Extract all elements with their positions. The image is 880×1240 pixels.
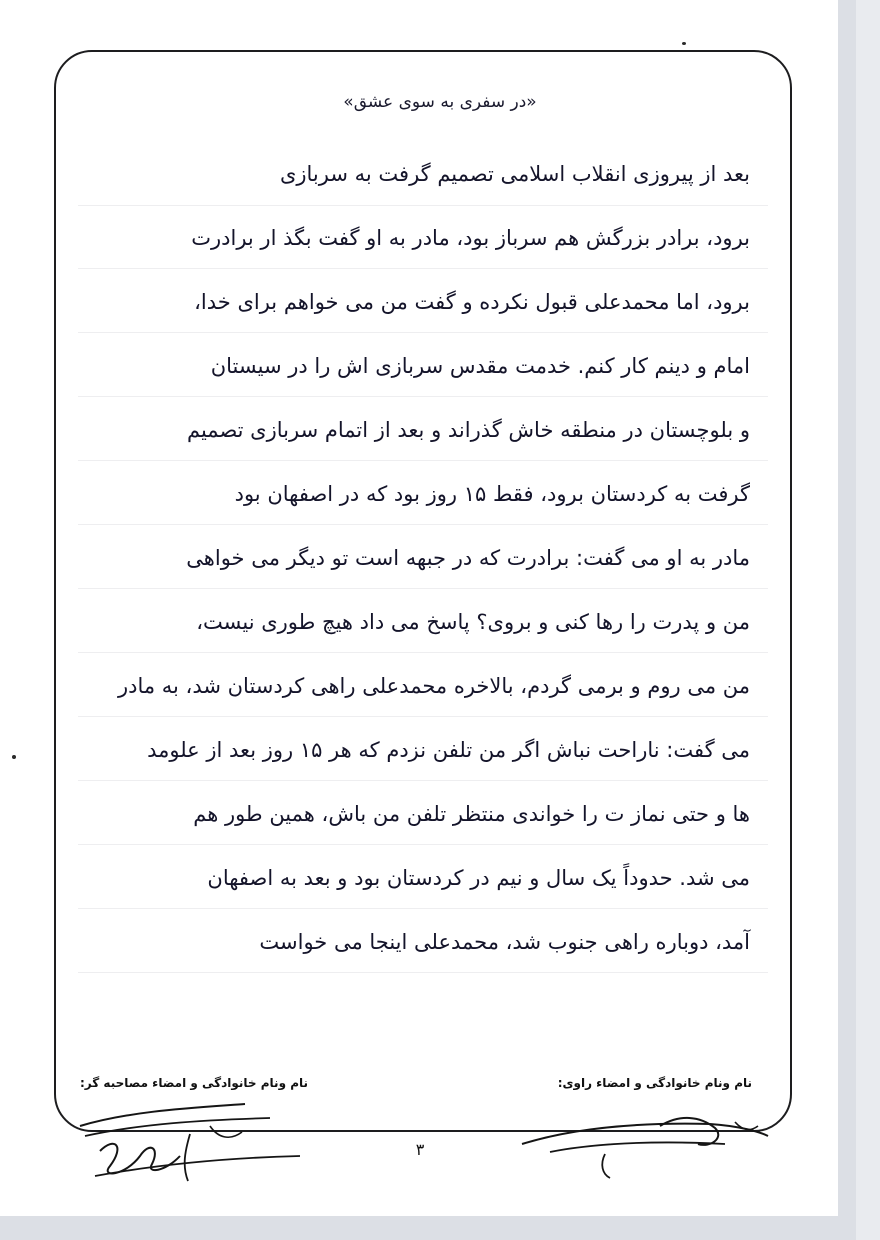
interviewer-signature bbox=[70, 1096, 340, 1196]
ruled-line bbox=[78, 588, 768, 589]
ruled-line bbox=[78, 460, 768, 461]
ink-speck bbox=[12, 755, 16, 759]
ruled-line bbox=[78, 332, 768, 333]
handwritten-line-9: من می روم و برمی گردم، بالاخره محمدعلی راهی کردستان شد، به مادر bbox=[117, 674, 750, 698]
page-border-frame bbox=[54, 50, 792, 1132]
ruled-line bbox=[78, 716, 768, 717]
ruled-line bbox=[78, 908, 768, 909]
ruled-line bbox=[78, 652, 768, 653]
interviewer-signature-label: نام ونام خانوادگی و امضاء مصاحبه گر: bbox=[80, 1076, 309, 1090]
page-number: ۳ bbox=[415, 1140, 425, 1159]
handwritten-line-8: من و پدرت را رها کنی و بروی؟ پاسخ می داد هیچ طوری نیست، bbox=[196, 610, 750, 634]
narrator-signature-label: نام ونام خانوادگی و امضاء راوی: bbox=[557, 1076, 752, 1090]
ink-speck bbox=[682, 42, 686, 45]
handwritten-line-1: بعد از پیروزی انقلاب اسلامی تصمیم گرفت به سربازی bbox=[279, 162, 750, 186]
ruled-line bbox=[78, 396, 768, 397]
scan-margin-right bbox=[838, 0, 856, 1240]
handwritten-line-7: مادر به او می گفت: برادرت که در جبهه است تو دیگر می خواهی bbox=[186, 546, 750, 570]
ruled-line bbox=[78, 844, 768, 845]
ruled-line bbox=[78, 780, 768, 781]
scan-margin-bottom bbox=[0, 1216, 856, 1240]
handwritten-line-3: برود، اما محمدعلی قبول نکرده و گفت من می خواهم برای خدا، bbox=[194, 290, 750, 314]
ruled-line bbox=[78, 524, 768, 525]
handwritten-line-6: گرفت به کردستان برود، فقط ۱۵ روز بود که در اصفهان بود bbox=[234, 482, 750, 506]
document-title: «در سفری به سوی عشق» bbox=[343, 92, 537, 112]
handwritten-line-10: می گفت: ناراحت نباش اگر من تلفن نزدم که هر ۱۵ روز بعد از علومد bbox=[147, 738, 750, 762]
handwritten-line-5: و بلوچستان در منطقه خاش گذراند و بعد از اتمام سربازی تصمیم bbox=[186, 418, 750, 442]
ruled-line bbox=[78, 205, 768, 206]
handwritten-line-4: امام و دینم کار کنم. خدمت مقدس سربازی اش را در سیستان bbox=[210, 354, 750, 378]
handwritten-line-11: ها و حتی نماز ت را خواندی منتظر تلفن من باش، همین طور هم bbox=[193, 802, 750, 826]
ruled-line bbox=[78, 972, 768, 973]
ruled-line bbox=[78, 268, 768, 269]
narrator-signature bbox=[510, 1104, 780, 1184]
handwritten-line-12: می شد. حدوداً یک سال و نیم در کردستان بود و بعد به اصفهان bbox=[207, 866, 750, 890]
handwritten-line-13: آمد، دوباره راهی جنوب شد، محمدعلی اینجا می خواست bbox=[259, 930, 750, 954]
handwritten-line-2: برود، برادر بزرگش هم سرباز بود، مادر به او گفت بگذ ار برادرت bbox=[191, 226, 750, 250]
